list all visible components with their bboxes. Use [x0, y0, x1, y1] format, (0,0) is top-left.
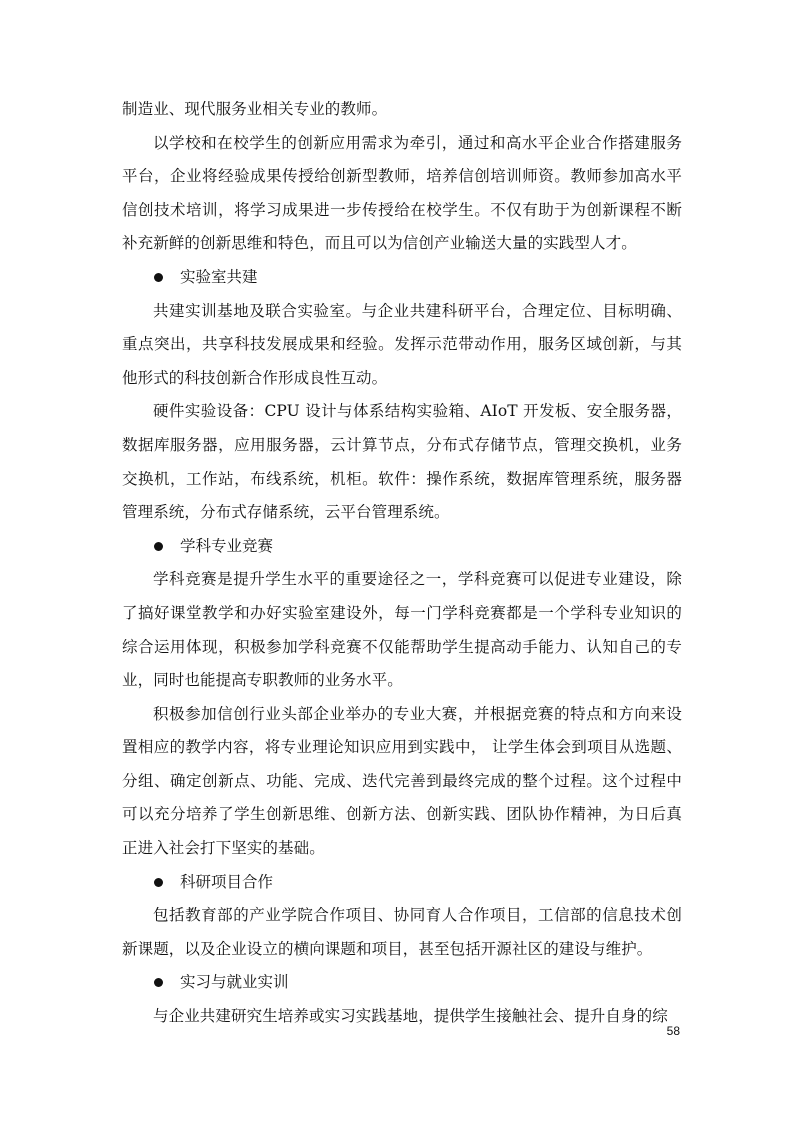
page-number: 58	[666, 1024, 680, 1038]
paragraph-hardware: 硬件实验设备：CPU 设计与体系结构实验箱、AIoT 开发板、安全服务器，数据库服务器，应用服务器，云计算节点，分布式存储节点，管理交换机，业务交换机，工作站，布线系统，机柜。软件：操作系统，数据库管理系统，服务器管理系统，分布式存储系统，云平台管理系统。	[122, 402, 682, 522]
bullet-label: 科研项目合作	[180, 872, 274, 891]
paragraph-continuation: 制造业、现代服务业相关专业的教师。	[122, 100, 388, 118]
paragraph-lab-cobuild: 共建实训基地及联合实验室。与企业共建科研平台，合理定位、目标明确、重点突出，共享科技发展成果和经验。发挥示范带动作用，服务区域创新，与其他形式的科技创新合作形成良性互动。	[122, 301, 682, 387]
bullet-internship	[122, 966, 682, 1000]
paragraph-competition-1: 学科竞赛是提升学生水平的重要途径之一，学科竞赛可以促进专业建设，除了搞好课堂教学和办好实验室建设外，每一门学科竞赛都是一个学科专业知识的综合运用体现，积极参加学科竞赛不仅能帮助学生提高动手能力、认知自己的专业，同时也能提高专职教师的业务水平。	[122, 570, 682, 690]
bullet-dot-icon	[154, 878, 163, 887]
paragraph-research: 包括教育部的产业学院合作项目、协同育人合作项目，工信部的信息技术创新课题，以及企业设立的横向课题和项目，甚至包括开源社区的建设与维护。	[122, 906, 682, 958]
bullet-label: 实习与就业实训	[180, 973, 289, 992]
bullet-dot-icon	[154, 273, 163, 282]
page-body	[122, 93, 682, 1034]
paragraph-competition-2: 积极参加信创行业头部企业举办的专业大赛，并根据竞赛的特点和方向来设置相应的教学内容，将专业理论知识应用到实践中， 让学生体会到项目从选题、分组、确定创新点、功能、完成、迭代完善到最终完成的整个过程。这个过程中可以充分培养了学生创新思维、创新方法、创新实践、团队协作精神，为日后真正进入社会打下坚实的基础。	[122, 704, 682, 858]
bullet-label: 实验室共建	[180, 267, 258, 286]
bullet-label: 学科专业竞赛	[180, 536, 274, 555]
paragraph-teacher-training: 以学校和在校学生的创新应用需求为牵引，通过和高水平企业合作搭建服务平台，企业将经验成果传授给创新型教师，培养信创培训师资。教师参加高水平信创技术培训，将学习成果进一步传授给在校学生。不仅有助于为创新课程不断补充新鲜的创新思维和特色，而且可以为信创产业输送大量的实践型人才。	[122, 133, 682, 253]
bullet-dot-icon	[154, 542, 163, 551]
bullet-research	[122, 866, 682, 900]
bullet-lab-cobuild	[122, 261, 682, 295]
paragraph-internship: 与企业共建研究生培养或实习实践基地，提供学生接触社会、提升自身的综	[153, 1007, 668, 1026]
bullet-competition	[122, 530, 682, 564]
